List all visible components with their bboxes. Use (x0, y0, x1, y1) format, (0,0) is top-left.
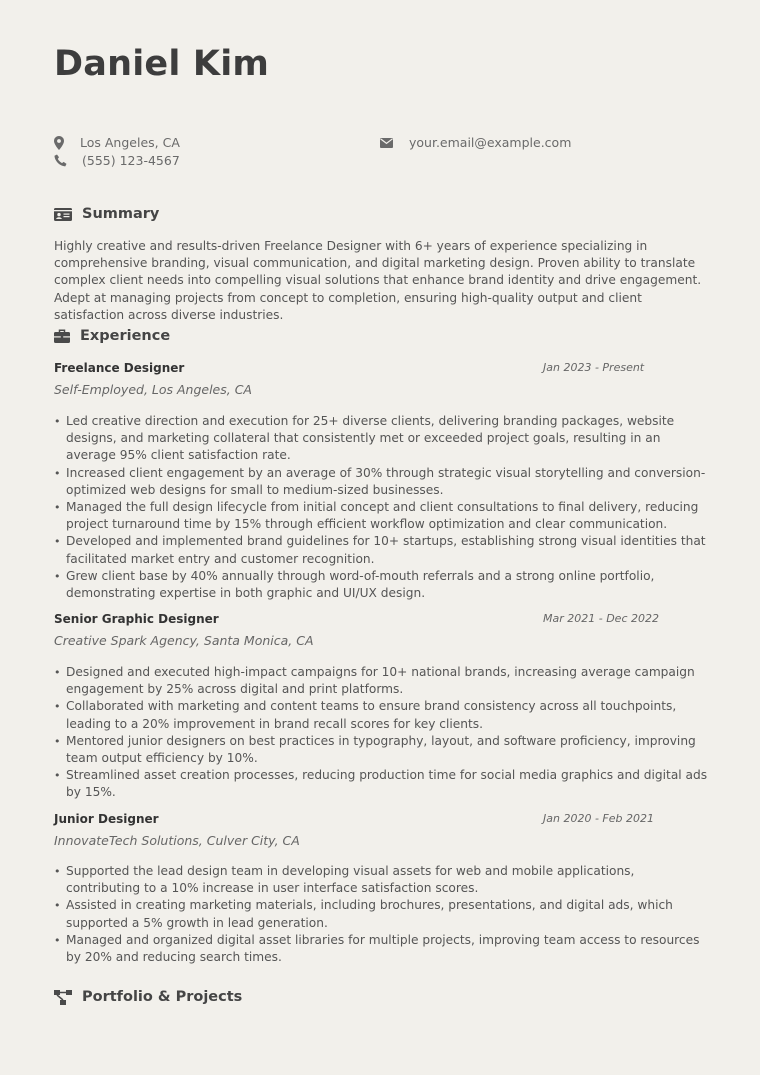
job-title: Senior Graphic Designer (54, 612, 219, 626)
contact-location (54, 135, 180, 150)
job-dates: Jan 2023 - Present (543, 361, 645, 374)
bullet-item: • Led creative direction and execution for 25+ diverse clients, delivering branding packages, website designs, and marketing collateral that consistently met or exceeded project goals, resulting in an average 95% client satisfaction rate. (54, 413, 712, 465)
project-diagram-icon (54, 990, 72, 1005)
bullet-item: • Collaborated with marketing and content teams to ensure brand consistency across all touchpoints, leading to a 20% improvement in brand recall scores for key clients. (54, 698, 712, 732)
job-dates: Mar 2021 - Dec 2022 (543, 612, 659, 625)
experience-heading-label: Experience (80, 328, 171, 344)
phone-icon (54, 154, 67, 167)
job-title: Junior Designer (54, 812, 159, 826)
envelope-icon (380, 138, 393, 148)
summary-heading-label: Summary (82, 206, 160, 222)
email-text: your.email@example.com (409, 135, 572, 150)
bullet-item: • Grew client base by 40% annually through word-of-mouth referrals and a strong online portfolio, demonstrating expertise in both graphic and UI/UX design. (54, 568, 712, 602)
job-company: Self-Employed, Los Angeles, CA (54, 382, 252, 397)
candidate-name: Daniel Kim (54, 44, 270, 84)
bullet-item: • Increased client engagement by an average of 30% through strategic visual storytelling and conversion-optimized web designs for small to medium-sized businesses. (54, 465, 712, 499)
bullet-item: • Managed and organized digital asset libraries for multiple projects, improving team access to resources by 20% and reducing search times. (54, 932, 712, 966)
portfolio-heading-label: Portfolio & Projects (82, 989, 243, 1005)
map-pin-icon (54, 136, 64, 150)
contact-email (380, 135, 571, 150)
summary-heading (54, 206, 159, 222)
bullet-item: • Streamlined asset creation processes, reducing production time for social media graphics and digital ads by 15%. (54, 767, 712, 801)
id-card-icon (54, 208, 72, 221)
bullet-item: • Developed and implemented brand guidelines for 10+ startups, establishing strong visual identities that facilitated market entry and customer recognition. (54, 533, 712, 567)
job-company: InnovateTech Solutions, Culver City, CA (54, 833, 300, 848)
briefcase-icon (54, 329, 70, 343)
summary-text: Highly creative and results-driven Freelance Designer with 6+ years of experience specializing in comprehensive branding, visual communication, and digital marketing design. Proven ability to translate complex client needs into compelling visual solutions that enhance brand identity and drive engagement. Adept at managing projects from concept to completion, ensuring high-quality output and client satisfaction across diverse industries. (54, 239, 702, 322)
bullet-item: • Managed the full design lifecycle from initial concept and client consultations to final delivery, reducing project turnaround time by 15% through efficient workflow optimization and clear communication. (54, 499, 712, 533)
experience-heading (54, 328, 170, 344)
location-text: Los Angeles, CA (80, 135, 180, 150)
job-company: Creative Spark Agency, Santa Monica, CA (54, 633, 314, 648)
job-dates: Jan 2020 - Feb 2021 (543, 812, 654, 825)
bullet-item: • Mentored junior designers on best practices in typography, layout, and software proficiency, improving team output efficiency by 10%. (54, 733, 712, 767)
job-bullets (54, 664, 712, 802)
job-title: Freelance Designer (54, 361, 185, 375)
portfolio-heading (54, 989, 242, 1005)
job-bullets (54, 413, 712, 602)
job-bullets (54, 863, 712, 966)
contact-phone (54, 153, 180, 168)
bullet-item: • Designed and executed high-impact campaigns for 10+ national brands, increasing average campaign engagement by 25% across digital and print platforms. (54, 664, 712, 698)
bullet-item: • Supported the lead design team in developing visual assets for web and mobile applications, contributing to a 10% increase in user interface satisfaction scores. (54, 863, 712, 897)
bullet-item: • Assisted in creating marketing materials, including brochures, presentations, and digital ads, which supported a 5% growth in lead generation. (54, 897, 712, 931)
phone-text: (555) 123-4567 (82, 153, 180, 168)
